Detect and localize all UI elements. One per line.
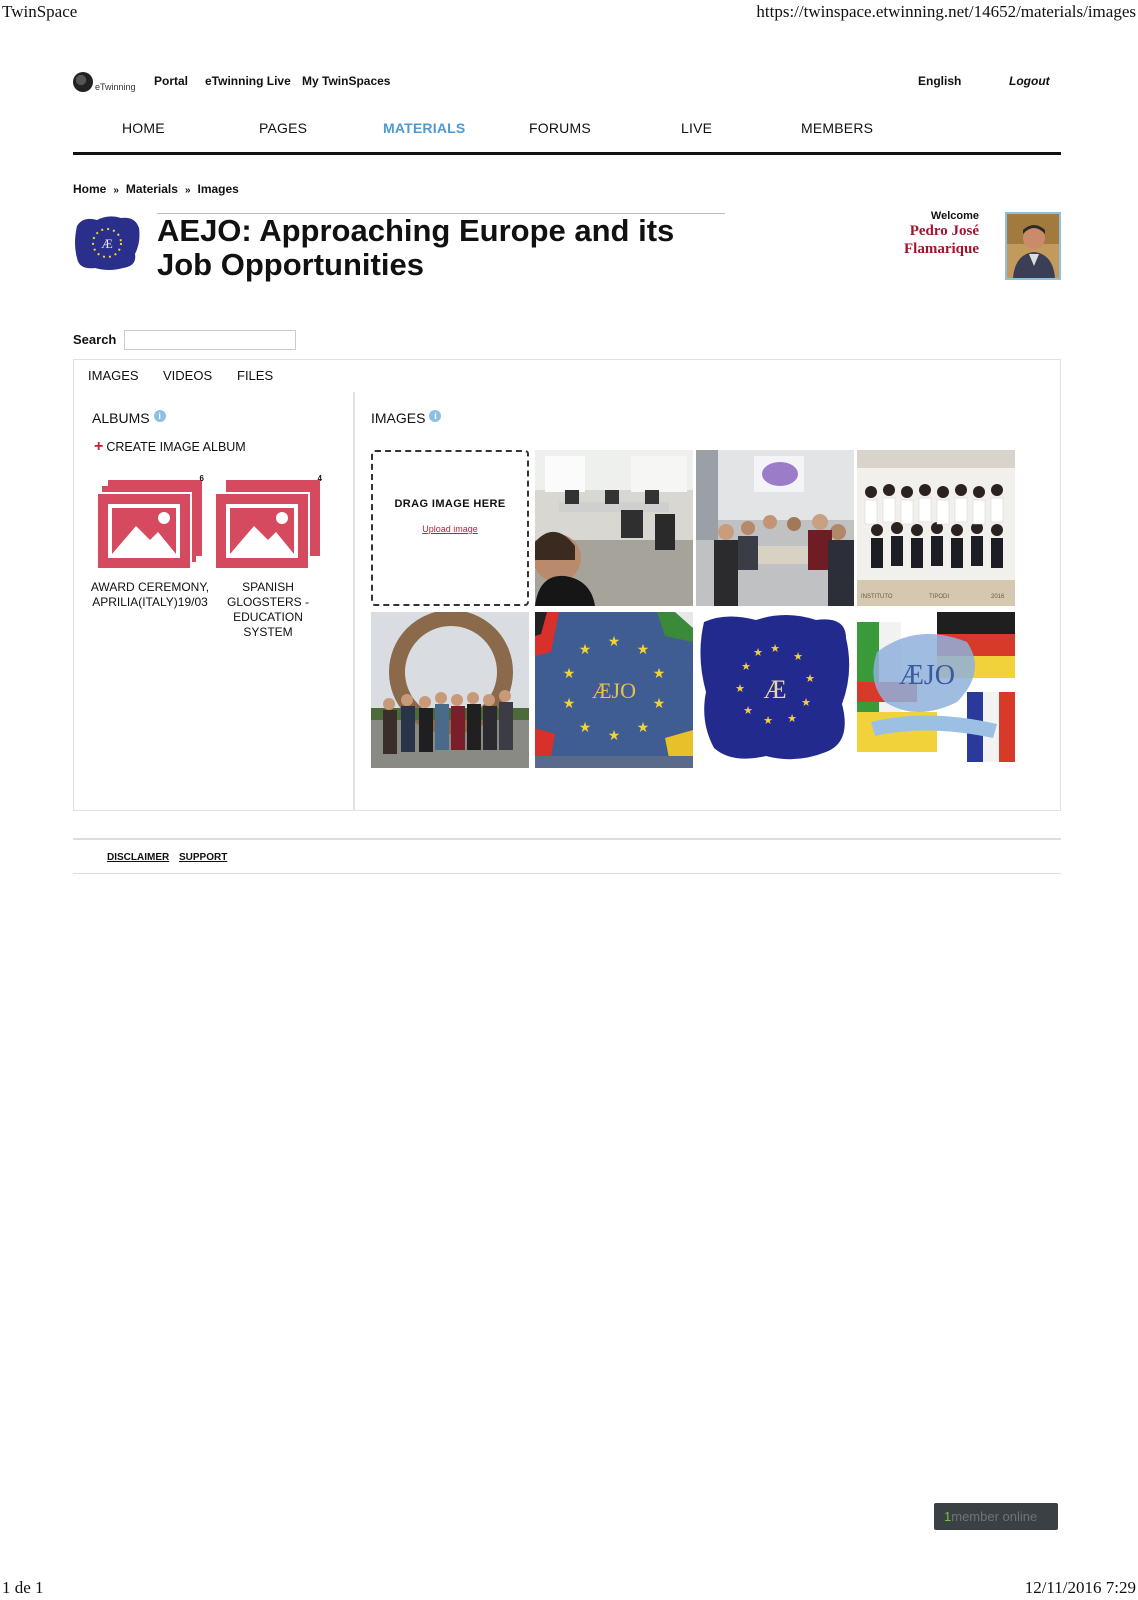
nav-live[interactable]: LIVE xyxy=(681,120,713,136)
create-album-label: CREATE IMAGE ALBUM xyxy=(106,440,246,454)
svg-text:★: ★ xyxy=(793,650,803,663)
tab-files[interactable]: FILES xyxy=(237,368,274,383)
logout-link[interactable]: Logout xyxy=(1009,74,1050,88)
info-icon[interactable]: i xyxy=(429,410,441,422)
my-twinspaces-link[interactable]: My TwinSpaces xyxy=(302,74,391,88)
image-thumbnail[interactable] xyxy=(696,612,854,768)
image-thumbnail[interactable] xyxy=(371,612,529,768)
image-thumbnail[interactable] xyxy=(696,450,854,606)
main-nav xyxy=(73,116,1061,155)
album-image-icon xyxy=(214,480,322,572)
online-count: 1 xyxy=(944,1509,952,1524)
images-heading xyxy=(371,410,441,426)
svg-text:★: ★ xyxy=(562,666,576,682)
materials-panel xyxy=(73,359,1061,811)
album-count: 6 xyxy=(199,474,204,483)
svg-text:ÆJO: ÆJO xyxy=(898,660,956,691)
etwinning-logo[interactable] xyxy=(73,72,139,94)
svg-text:★: ★ xyxy=(578,720,592,736)
user-name[interactable]: Pedro José Flamarique xyxy=(904,223,979,257)
print-header xyxy=(0,0,1138,24)
svg-text:★: ★ xyxy=(578,642,592,658)
image-thumbnail[interactable] xyxy=(535,612,693,768)
svg-text:★: ★ xyxy=(562,696,576,712)
svg-text:★: ★ xyxy=(801,696,811,709)
create-album-button[interactable] xyxy=(94,438,246,456)
albums-heading-text: ALBUMS xyxy=(92,410,150,426)
svg-text:★: ★ xyxy=(735,682,745,695)
svg-text:★: ★ xyxy=(636,642,650,658)
nav-materials[interactable]: MATERIALS xyxy=(383,120,466,136)
print-url: https://twinspace.etwinning.net/14652/materials/images xyxy=(756,2,1136,21)
project-title: AEJO: Approaching Europe and its Job Opportunities xyxy=(157,213,675,282)
albums-heading xyxy=(92,410,166,426)
avatar[interactable] xyxy=(1005,212,1061,280)
svg-text:★: ★ xyxy=(636,720,650,736)
breadcrumb-separator: » xyxy=(184,185,191,196)
search-input[interactable] xyxy=(124,330,296,350)
svg-text:★: ★ xyxy=(652,696,666,712)
album-count: 4 xyxy=(317,474,322,483)
project-logo xyxy=(73,214,141,272)
search-label: Search xyxy=(73,332,117,347)
breadcrumb-home[interactable]: Home xyxy=(73,182,107,196)
album-image-icon xyxy=(96,480,204,572)
image-thumbnail[interactable] xyxy=(535,450,693,606)
top-bar xyxy=(73,68,1061,98)
breadcrumb-materials[interactable]: Materials xyxy=(125,182,178,196)
svg-text:★: ★ xyxy=(743,704,753,717)
breadcrumb-images: Images xyxy=(197,182,239,196)
class-portrait-photo xyxy=(857,450,1015,606)
thumbnail-caption: 2016 xyxy=(991,594,1005,600)
online-label: member online xyxy=(951,1509,1038,1524)
svg-text:★: ★ xyxy=(805,672,815,685)
aejo-flag-image xyxy=(535,612,693,768)
svg-text:★: ★ xyxy=(741,660,751,673)
upload-image-link[interactable]: Upload image xyxy=(422,524,478,534)
svg-text:★: ★ xyxy=(753,646,763,659)
svg-text:★: ★ xyxy=(763,714,773,727)
plus-icon: + xyxy=(94,438,104,455)
portal-link[interactable]: Portal xyxy=(154,74,189,88)
disclaimer-link[interactable]: DISCLAIMER xyxy=(107,852,170,863)
members-online-widget[interactable] xyxy=(934,1503,1058,1530)
svg-text:★: ★ xyxy=(607,634,621,650)
breadcrumb xyxy=(73,182,239,196)
print-footer xyxy=(0,1576,1138,1600)
welcome-label: Welcome xyxy=(930,210,979,222)
nav-pages[interactable]: PAGES xyxy=(259,120,308,136)
language-selector[interactable]: English xyxy=(918,74,962,88)
print-datetime: 12/11/2016 7:29 xyxy=(1024,1578,1136,1597)
svg-text:Æ: Æ xyxy=(763,675,787,704)
album-label: SPANISH GLOGSTERS - EDUCATION SYSTEM xyxy=(226,580,309,639)
classroom-group-photo xyxy=(696,450,854,606)
print-title: TwinSpace xyxy=(2,2,78,21)
svg-text:★: ★ xyxy=(607,728,621,744)
svg-text:ÆJO: ÆJO xyxy=(591,678,637,703)
footer-divider xyxy=(73,838,1061,840)
drop-zone-text: DRAG IMAGE HERE xyxy=(394,498,506,510)
breadcrumb-separator: » xyxy=(113,185,119,196)
svg-text:★: ★ xyxy=(770,642,780,655)
svg-text:★: ★ xyxy=(652,666,666,682)
nav-members[interactable]: MEMBERS xyxy=(801,120,874,136)
image-drop-zone[interactable] xyxy=(371,450,529,606)
tab-images[interactable]: IMAGES xyxy=(88,368,139,383)
images-heading-text: IMAGES xyxy=(371,410,426,426)
image-thumbnail[interactable] xyxy=(857,612,1015,768)
info-icon[interactable]: i xyxy=(154,410,166,422)
support-link[interactable]: SUPPORT xyxy=(179,852,228,863)
etwinning-globe-icon xyxy=(73,72,93,92)
etwinning-logo-text: eTwinning xyxy=(95,82,136,92)
svg-text:Æ: Æ xyxy=(101,236,113,251)
etwinning-live-link[interactable]: eTwinning Live xyxy=(205,74,291,88)
computer-room-photo xyxy=(535,450,693,606)
aejo-drawing-image xyxy=(857,612,1015,768)
svg-text:★: ★ xyxy=(787,712,797,725)
thumbnail-caption: TIPODI xyxy=(929,594,950,600)
album-label: AWARD CEREMONY, APRILIA(ITALY)19/03 xyxy=(90,580,210,609)
thumbnail-caption: INSTITUTO xyxy=(861,594,893,600)
nav-forums[interactable]: FORUMS xyxy=(529,120,591,136)
column-divider xyxy=(353,392,355,811)
aejo-logo-image xyxy=(696,612,854,768)
tab-videos[interactable]: VIDEOS xyxy=(163,368,213,383)
welcome-block xyxy=(869,210,979,258)
students-outdoor-photo xyxy=(371,612,529,768)
print-page-number: 1 de 1 xyxy=(2,1578,44,1597)
image-thumbnail[interactable] xyxy=(857,450,1015,606)
nav-home[interactable]: HOME xyxy=(122,120,165,136)
footer-divider xyxy=(73,873,1061,874)
